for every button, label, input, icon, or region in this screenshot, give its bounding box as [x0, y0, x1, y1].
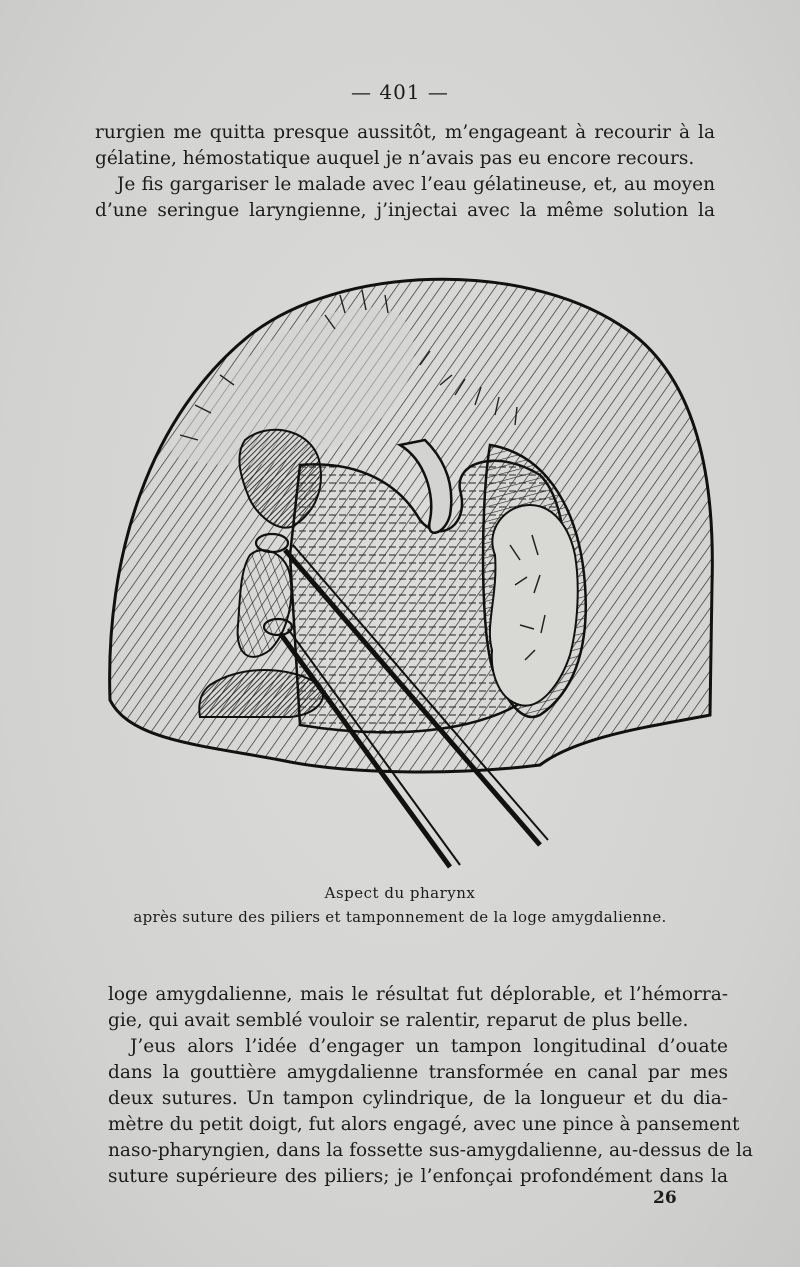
page-number: — 401 — — [351, 80, 449, 104]
text-line: deux sutures. Un tampon cylindrique, de la longueur et du dia- — [108, 1088, 728, 1109]
signature-mark: 26 — [653, 1188, 677, 1208]
pharynx-illustration — [100, 255, 720, 875]
paragraph-top-1 — [95, 120, 715, 172]
text-line: dans la gouttière amygdalienne transformée en canal par mes — [108, 1062, 728, 1083]
text-line: d’une seringue laryngienne, j’injectai avec la même solution la — [95, 200, 715, 221]
text-line: suture supérieure des piliers; je l’enfonçai profondément dans la — [108, 1166, 728, 1187]
figure-caption-subtitle: après suture des piliers et tamponnement de la loge amygdalienne. — [133, 908, 667, 926]
text-line: gie, qui avait semblé vouloir se ralentir, reparut de plus belle. — [108, 1010, 689, 1031]
text-line: rurgien me quitta presque aussitôt, m’engageant à recourir à la — [95, 122, 715, 143]
text-line: gélatine, hémostatique auquel je n’avais pas eu encore recours. — [95, 148, 695, 169]
figure-caption-title: Aspect du pharynx — [324, 884, 476, 902]
text-line: mètre du petit doigt, fut alors engagé, avec une pince à pansement — [108, 1114, 740, 1135]
paragraph-bottom-1 — [108, 982, 728, 1034]
text-line: J’eus alors l’idée d’engager un tampon longitudinal d’ouate — [130, 1036, 728, 1057]
text-line: loge amygdalienne, mais le résultat fut déplorable, et l’hémorra- — [108, 984, 728, 1005]
text-line: naso-pharyngien, dans la fossette sus-amygdalienne, au-dessus de la — [108, 1140, 753, 1161]
paragraph-bottom-2 — [108, 1034, 753, 1190]
paragraph-top-2 — [95, 172, 715, 224]
text-line: Je fis gargariser le malade avec l’eau gélatineuse, et, au moyen — [117, 174, 715, 195]
